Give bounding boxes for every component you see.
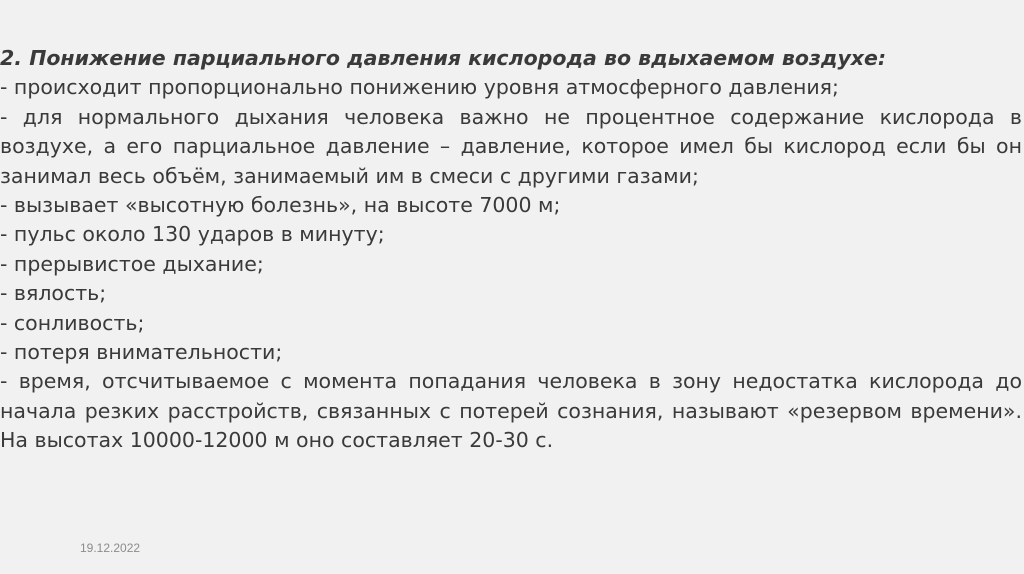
list-item: - происходит пропорционально понижению уровня атмосферного давления; [0, 75, 839, 100]
list-item: - прерывистое дыхание; [0, 251, 264, 276]
list-item: - сонливость; [0, 310, 145, 335]
slide-heading: 2. Понижение парциального давления кислорода во вдыхаемом воздухе: [0, 46, 887, 70]
slide-date: 19.12.2022 [80, 541, 141, 555]
list-item: - пульс около 130 ударов в минуту; [0, 222, 385, 247]
list-item: - для нормального дыхания человека важно не процентное содержание кислорода в воздухе, а его парциальное давление – давление, которое имел бы кислород если бы он занимал весь объём, занимаемый им в смеси с другими газами; [0, 104, 1022, 188]
list-item: - вялость; [0, 281, 107, 306]
list-item: - потеря внимательности; [0, 340, 283, 365]
slide-body [0, 44, 1022, 456]
list-item: - время, отсчитываемое с момента попадания человека в зону недостатка кислорода до начала резких расстройств, связанных с потерей сознания, называют «резервом времени». На высотах 10000-12000 м оно составляет 20-30 с. [0, 369, 1022, 453]
list-item: - вызывает «высотную болезнь», на высоте 7000 м; [0, 193, 561, 218]
